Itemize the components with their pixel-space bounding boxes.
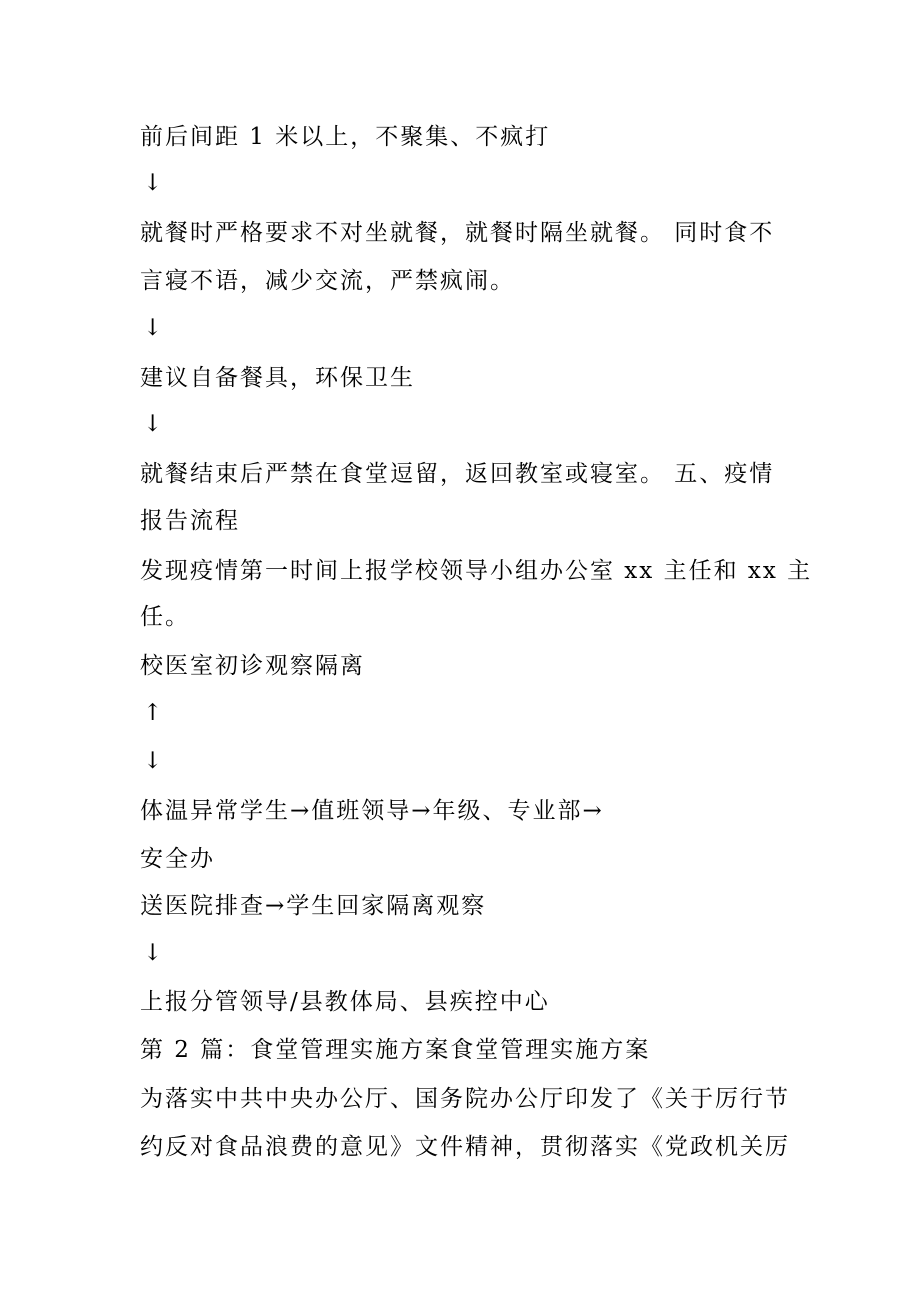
text-line: 就餐时严格要求不对坐就餐，就餐时隔坐就餐。 同时食不: [140, 220, 775, 246]
text-line: 报告流程: [140, 508, 240, 534]
flow-arrow-down: ↓: [143, 315, 163, 341]
text-line: 送医院排查→学生回家隔离观察: [140, 893, 487, 919]
text-line: 任。: [140, 604, 190, 630]
text-line: 言寝不语，减少交流，严禁疯闹。: [140, 268, 515, 294]
text-line: 体温异常学生→值班领导→年级、专业部→: [140, 798, 604, 824]
text-line: 约反对食品浪费的意见》文件精神，贯彻落实《党政机关厉: [140, 1134, 790, 1160]
flow-arrow-down: ↓: [143, 748, 163, 774]
text-line: 上报分管领导/县教体局、县疾控中心: [140, 989, 550, 1015]
text-line: 安全办: [140, 846, 215, 872]
flow-arrow-down: ↓: [143, 411, 163, 437]
text-line: 就餐结束后严禁在食堂逗留，返回教室或寝室。 五、疫情: [140, 461, 775, 487]
text-line: 前后间距 1 米以上，不聚集、不疯打: [140, 124, 551, 150]
section-heading: 第 2 篇：食堂管理实施方案食堂管理实施方案: [140, 1037, 651, 1063]
flow-arrow-up: ↑: [143, 700, 163, 726]
text-line: 为落实中共中央办公厅、国务院办公厅印发了《关于厉行节: [140, 1086, 790, 1112]
flow-arrow-down: ↓: [143, 170, 163, 196]
text-line: 发现疫情第一时间上报学校领导小组办公室 xx 主任和 xx 主: [140, 558, 813, 584]
flow-arrow-down: ↓: [143, 940, 163, 966]
text-line: 校医室初诊观察隔离: [140, 653, 365, 679]
text-line: 建议自备餐具，环保卫生: [140, 365, 415, 391]
